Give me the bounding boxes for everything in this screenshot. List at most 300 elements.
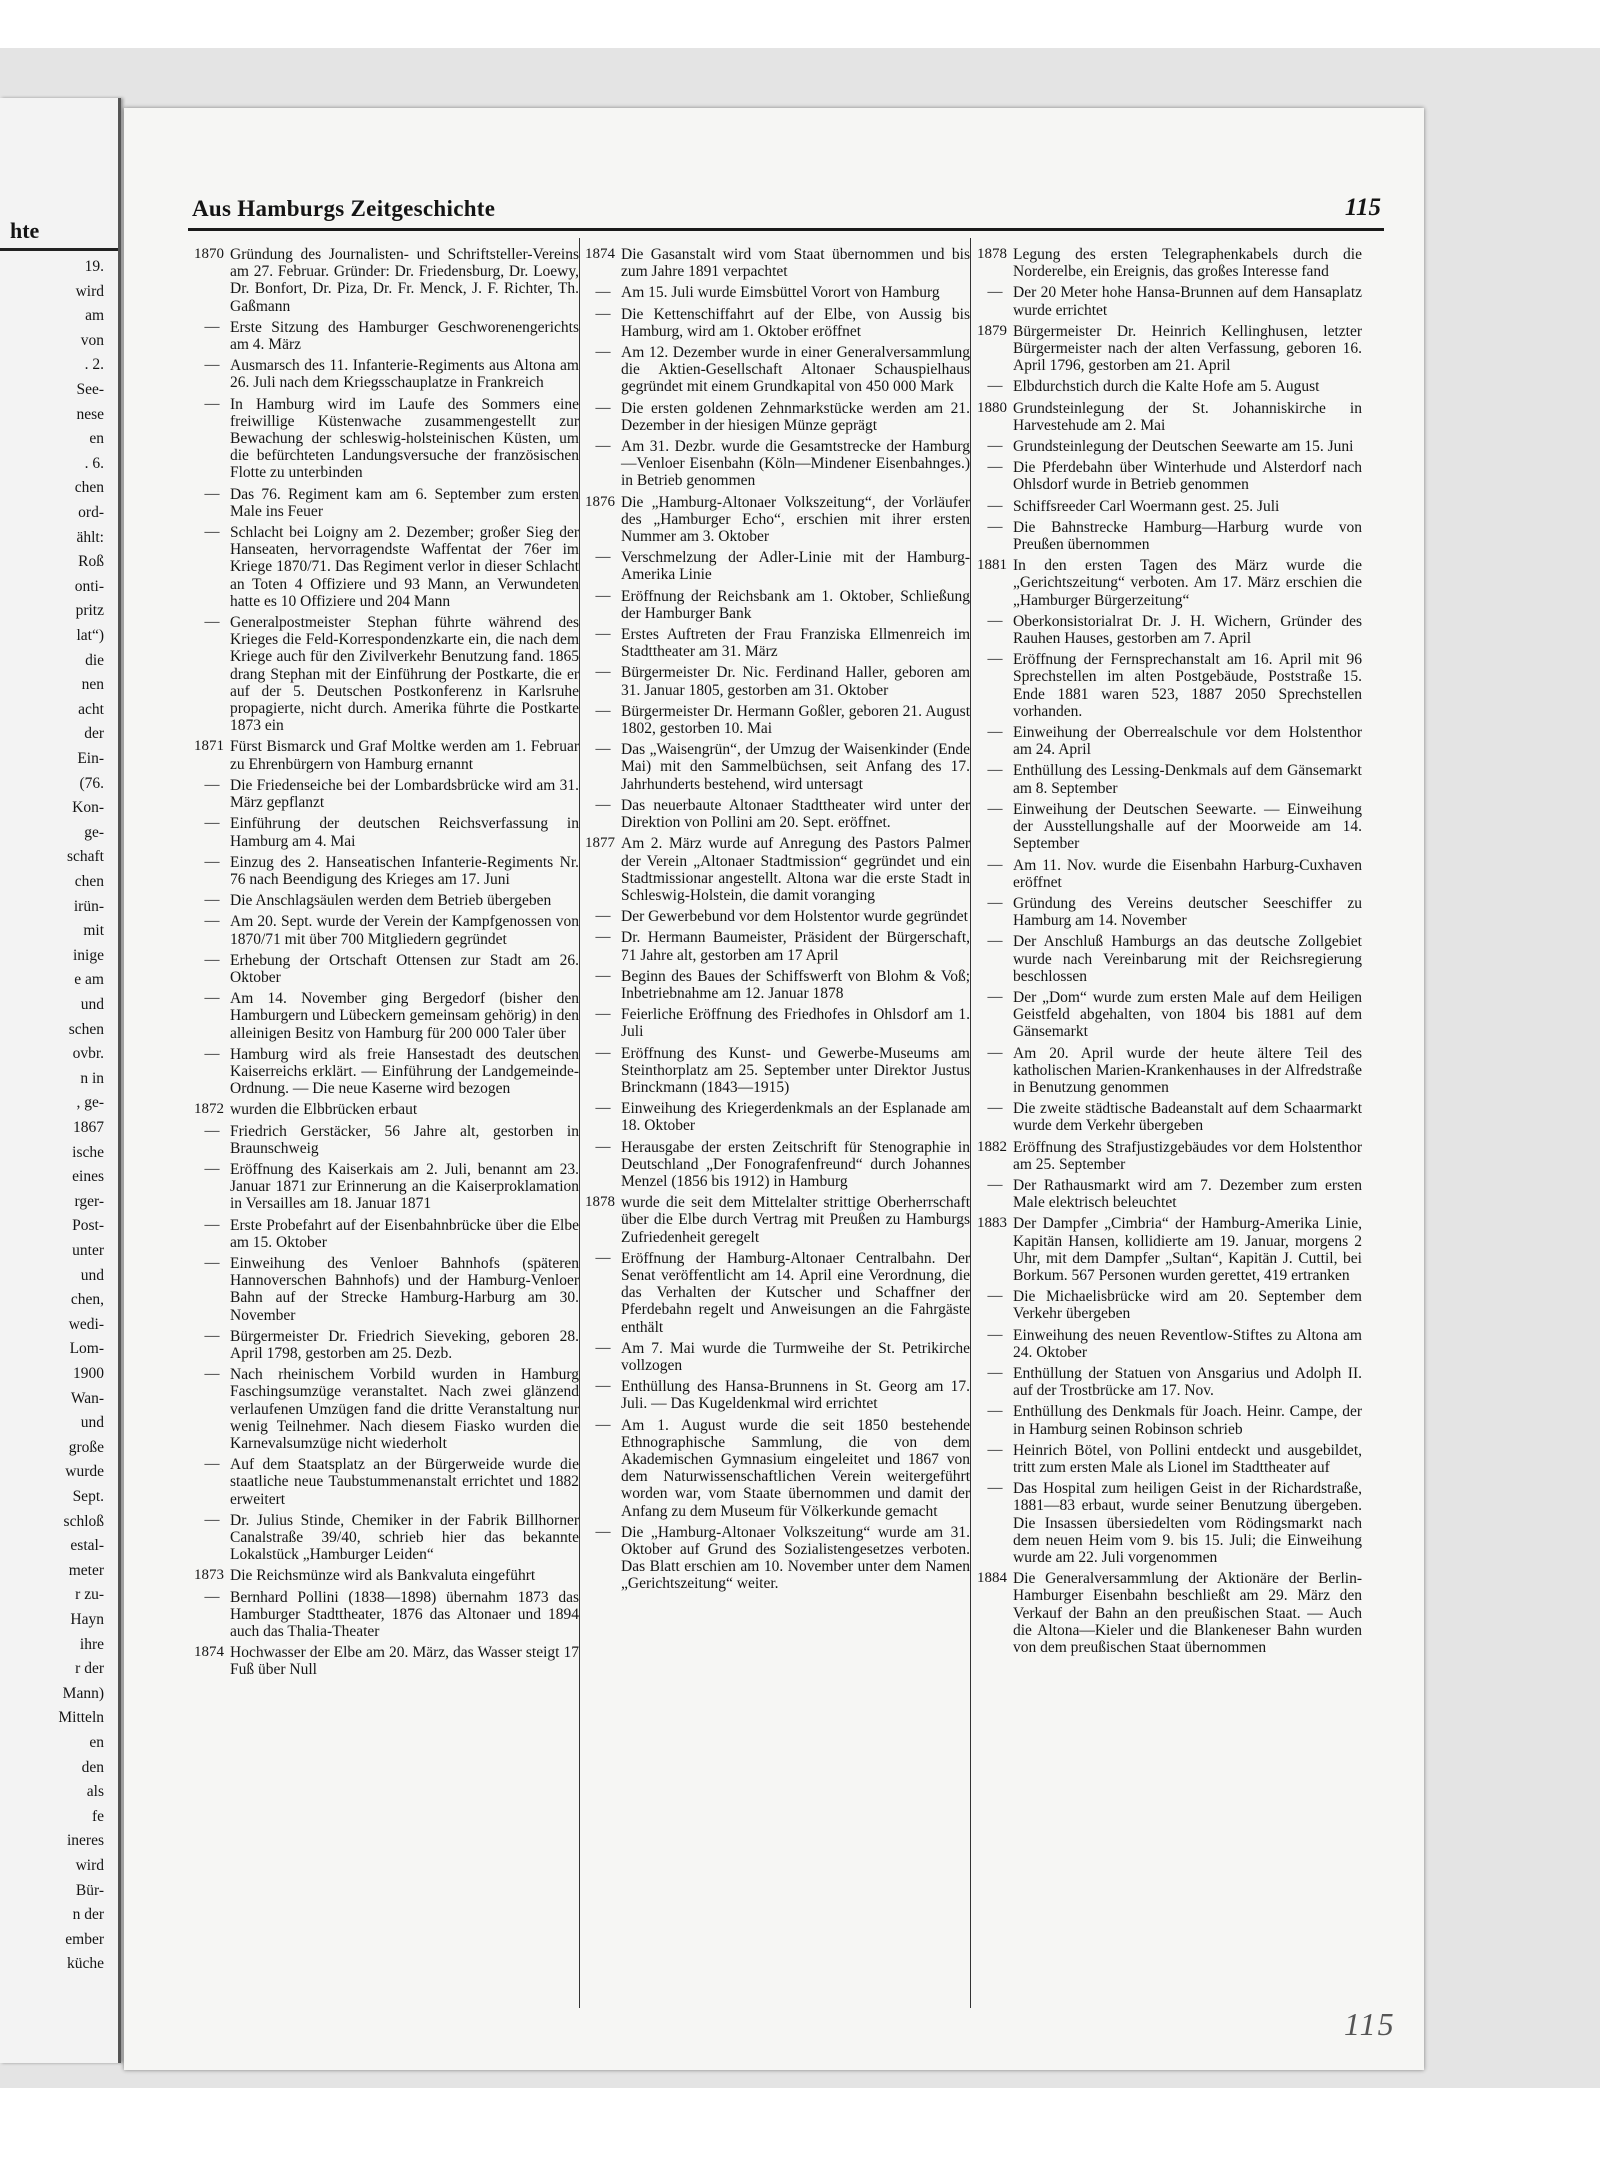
chronicle-entry bbox=[194, 777, 579, 811]
entry-year: — bbox=[987, 459, 1003, 476]
fragment-line: Sept. bbox=[72, 1488, 104, 1505]
chronicle-entry bbox=[977, 1100, 1362, 1134]
entry-text: Erste Sitzung des Hamburger Geschworenengerichts am 4. März bbox=[230, 318, 579, 354]
entry-text: Die „Hamburg-Altonaer Volkszeitung“, der Vorläufer des „Hamburger Echo“, erschien mit ihrer ersten Nummer am 3. Oktober bbox=[621, 493, 970, 546]
entry-text: Oberkonsistorialrat Dr. J. H. Wichern, Gründer des Rauhen Hauses, gestorben am 7. April bbox=[1013, 612, 1362, 648]
entry-text: Die Bahnstrecke Hamburg—Harburg wurde von Preußen übernommen bbox=[1013, 518, 1362, 554]
chronicle-entry bbox=[585, 1139, 970, 1191]
scan-background bbox=[0, 48, 1600, 2088]
entry-year: — bbox=[987, 1403, 1003, 1420]
fragment-line: . 6. bbox=[84, 454, 104, 472]
entry-year: 1878 bbox=[977, 246, 1007, 262]
entry-text: In Hamburg wird im Laufe des Sommers eine freiwillige Küstenwache zusammengestellt zur Bewachung der schleswig-holsteinischen Küsten, um die befürchteten Landungsversuche der französischen Flotte zu unterbinden bbox=[230, 395, 579, 482]
entry-year: — bbox=[987, 497, 1003, 514]
fragment-line: küche bbox=[66, 1955, 104, 1973]
entry-text: Schlacht bei Loigny am 2. Dezember; großer Sieg der Hanseaten, hervorragendste Waffentat der 76er im Kriege 1870/71. Das Regiment verlor in dieser Schlacht an Toten 4 Offiziere und 93 Mann, an Verwundeten hatte es 10 Offiziere und 204 Mann bbox=[230, 524, 579, 610]
entry-year: — bbox=[987, 800, 1003, 817]
entry-text: Einzug des 2. Hanseatischen Infanterie-Regiments Nr. 76 nach Beendigung des Krieges am 17. Juni bbox=[230, 853, 579, 888]
fragment-line: en bbox=[89, 1734, 104, 1751]
entry-text: Das Hospital zum heiligen Geist in der Richardstraße, 1881—83 erbaut, wurde seiner Benutzung übergeben. Die Insassen übersiedelten vom Rödingsmarkt nach dem neuen Heim vom 9. bis 15. Juli; die Einweihung wurde am 22. Juli vorgenommen bbox=[1013, 1480, 1362, 1567]
entry-text: Am 15. Juli wurde Eimsbüttel Vorort von Hamburg bbox=[621, 284, 940, 302]
fragment-line: Post- bbox=[72, 1217, 104, 1235]
entry-text: Am 31. Dezbr. wurde die Gesamtstrecke der Hamburg—Venloer Eisenbahn (Köln—Mindener Eisenbahnges.) in Betrieb genommen bbox=[621, 438, 970, 490]
entry-year: — bbox=[595, 1044, 611, 1061]
handwritten-page-number: 115 bbox=[1344, 2006, 1396, 2042]
entry-year: 1881 bbox=[977, 557, 1007, 574]
entry-text: Die Reichsmünze wird als Bankvaluta eingeführt bbox=[230, 1567, 536, 1585]
entry-year: — bbox=[987, 856, 1003, 873]
entry-year: 1883 bbox=[977, 1215, 1007, 1232]
fragment-line: nen bbox=[81, 676, 104, 694]
chronicle-entry bbox=[585, 908, 970, 925]
entry-year: — bbox=[595, 1100, 611, 1117]
fragment-line: Wan- bbox=[70, 1389, 104, 1407]
entry-text: Das neuerbaute Altonaer Stadttheater wird unter der Direktion von Pollini am 20. Sept. eröffnet. bbox=[621, 796, 970, 832]
chronicle-entry bbox=[977, 762, 1362, 796]
fragment-line: See- bbox=[76, 381, 104, 398]
entry-text: Am 7. Mai wurde die Turmweihe der St. Petrikirche vollzogen bbox=[621, 1339, 970, 1374]
entry-year: — bbox=[987, 933, 1003, 950]
fragment-line: ische bbox=[72, 1143, 104, 1161]
chronicle-entry bbox=[194, 1567, 579, 1584]
fragment-line: schloß bbox=[63, 1512, 104, 1530]
fragment-line: wird bbox=[75, 1857, 104, 1874]
chronicle-entry bbox=[194, 614, 579, 734]
fragment-line: onti- bbox=[74, 577, 104, 595]
entry-text: Das 76. Regiment kam am 6. September zum ersten Male ins Feuer bbox=[230, 485, 579, 520]
fragment-line: ineres bbox=[66, 1832, 104, 1850]
entry-text: Die Kettenschiffahrt auf der Elbe, von Aussig bis Hamburg, wird am 1. Oktober eröffnet bbox=[621, 305, 970, 340]
chronicle-entry bbox=[585, 1250, 970, 1336]
entry-text: Eröffnung der Reichsbank am 1. Oktober, Schließung der Hamburger Bank bbox=[621, 587, 970, 622]
entry-year: — bbox=[987, 612, 1003, 629]
chronicle-entry bbox=[977, 519, 1362, 553]
chronicle-entry bbox=[977, 284, 1362, 318]
fragment-line: ihre bbox=[79, 1635, 104, 1653]
entry-text: Erstes Auftreten der Frau Franziska Ellmenreich im Stadttheater am 31. März bbox=[621, 626, 970, 661]
entry-year: — bbox=[595, 967, 611, 984]
fragment-line: schen bbox=[68, 1020, 104, 1038]
chronicle-column-1 bbox=[194, 246, 579, 1683]
fragment-line: fe bbox=[91, 1807, 104, 1825]
entry-year: 1871 bbox=[194, 738, 224, 755]
page-number: 115 bbox=[1344, 194, 1381, 221]
entry-text: Nach rheinischem Vorbild wurden in Hamburg Faschingsumzüge veranstaltet. Nach zwei glänzend verlaufenen Umzügen fand die dritte Veranstaltung nur wenig Teilnehmer. Nach diesem Fiasko wurden die Karnevalsumzüge nicht wiederholt bbox=[230, 1366, 579, 1452]
chronicle-entry bbox=[977, 1139, 1362, 1173]
chronicle-entry bbox=[585, 1524, 970, 1593]
entry-year: — bbox=[987, 1288, 1003, 1305]
fragment-line: chen bbox=[74, 873, 104, 890]
entry-text: Eröffnung des Kaiserkais am 2. Juli, benannt am 23. Januar 1871 zur Erinnerung an die Kaiserproklamation in Versailles am 18. Januar 1871 bbox=[230, 1160, 579, 1213]
entry-year: — bbox=[987, 1480, 1003, 1497]
entry-text: Ausmarsch des 11. Infanterie-Regiments aus Altona am 26. Juli nach dem Kriegsschauplatze in Frankreich bbox=[230, 357, 579, 392]
chronicle-entry bbox=[194, 990, 579, 1042]
chronicle-entry bbox=[194, 357, 579, 391]
chronicle-entry bbox=[585, 1340, 970, 1374]
chronicle-entry bbox=[977, 1327, 1362, 1361]
entry-text: Schiffsreeder Carl Woermann gest. 25. Juli bbox=[1013, 497, 1280, 515]
entry-text: Der Rathausmarkt wird am 7. Dezember zum ersten Male elektrisch beleuchtet bbox=[1013, 1176, 1362, 1212]
entry-year: 1870 bbox=[194, 246, 224, 262]
chronicle-entry bbox=[977, 323, 1362, 375]
chronicle-entry bbox=[194, 319, 579, 353]
chronicle-entry bbox=[977, 613, 1362, 647]
entry-year: — bbox=[987, 1100, 1003, 1117]
fragment-line: den bbox=[81, 1758, 104, 1776]
chronicle-entry bbox=[194, 738, 579, 772]
chronicle-entry bbox=[585, 835, 970, 904]
entry-text: Grundsteinlegung der Deutschen Seewarte am 15. Juni bbox=[1013, 438, 1354, 456]
fragment-line: mit bbox=[83, 922, 104, 940]
entry-year: — bbox=[595, 1249, 611, 1266]
chronicle-column-3 bbox=[977, 246, 1362, 1660]
fragment-line: eines bbox=[72, 1168, 104, 1186]
fragment-line: meter bbox=[68, 1561, 104, 1579]
fragment-line: große bbox=[68, 1438, 104, 1456]
fragment-line: (76. bbox=[79, 774, 104, 792]
entry-text: Eröffnung der Fernsprechanstalt am 16. April mit 96 Sprechstellen im alten Postgebäude, Poststraße 15. Ende 1881 waren 523, 1887 2050 Sprechstellen vorhanden. bbox=[1013, 651, 1362, 720]
chronicle-entry bbox=[585, 549, 970, 583]
chronicle-entry bbox=[194, 1328, 579, 1362]
entry-year: — bbox=[204, 614, 220, 631]
entry-year: — bbox=[595, 908, 611, 925]
chronicle-entry bbox=[585, 968, 970, 1002]
fragment-line: von bbox=[80, 331, 104, 349]
entry-year: — bbox=[595, 1339, 611, 1356]
fragment-line: und bbox=[80, 996, 104, 1013]
fragment-line: rger- bbox=[74, 1192, 104, 1210]
fragment-line: estal- bbox=[70, 1537, 104, 1555]
fragment-line: 19. bbox=[84, 258, 104, 275]
chronicle-entry bbox=[585, 306, 970, 340]
chronicle-entry bbox=[194, 1366, 579, 1452]
entry-text: Der „Dom“ wurde zum ersten Male auf dem Heiligen Geistfeld abgehalten, von 1804 bis 1881 auf dem Gänsemarkt bbox=[1013, 988, 1362, 1041]
fragment-line: ählt: bbox=[76, 528, 104, 546]
chronicle-entry bbox=[194, 524, 579, 610]
chronicle-entry bbox=[194, 1101, 579, 1118]
entry-year: — bbox=[987, 438, 1003, 455]
entry-year: — bbox=[204, 951, 220, 968]
entry-text: Am 12. Dezember wurde in einer Generalversammlung die Aktien-Gesellschaft Altonaer Schauspielhaus gegründet mit einem Grundkapital von 450 000 Mark bbox=[621, 344, 970, 396]
entry-year: 1873 bbox=[194, 1567, 224, 1584]
entry-text: wurde die seit dem Mittelalter strittige Oberherrschaft über die Elbe durch Vertrag mit Preußen zu Hamburgs Zufriedenheit geregelt bbox=[621, 1194, 970, 1246]
entry-text: Die ersten goldenen Zehnmarkstücke werden am 21. Dezember in der hiesigen Münze geprägt bbox=[621, 399, 970, 434]
entry-year: — bbox=[595, 438, 611, 455]
entry-text: Generalpostmeister Stephan führte während des Krieges die Feld-Korrespondenzkarte ein, die nach dem Kriege auch für den Zivilverkehr Benutzung fand. 1865 drang Stephan mit der Einführung der Postkarte, die er auf der 5. Deutschen Postkonferenz in Karlsruhe propagierte, nicht durch. Amerika führte die Postkarte 1873 ein bbox=[230, 614, 579, 735]
chronicle-entry bbox=[977, 857, 1362, 891]
entry-text: Gründung des Journalisten- und Schriftsteller-Vereins am 27. Februar. Gründer: Dr. Friedensburg, Dr. Loewy, Dr. Bonfort, Dr. Piza, Dr. Fr. Menck, J. F. Richter, Th. Gaßmann bbox=[230, 246, 579, 315]
entry-year: — bbox=[987, 284, 1003, 301]
entry-year: — bbox=[204, 1160, 220, 1177]
entry-text: Der Gewerbebund vor dem Holstentor wurde gegründet bbox=[621, 908, 968, 926]
entry-year: — bbox=[204, 853, 220, 870]
entry-year: — bbox=[595, 399, 611, 416]
fragment-line: Hayn bbox=[70, 1611, 104, 1628]
chronicle-entry bbox=[585, 797, 970, 831]
entry-year: — bbox=[595, 1006, 611, 1023]
entry-year: — bbox=[987, 1176, 1003, 1193]
entry-year: — bbox=[204, 892, 220, 909]
entry-text: Auf dem Staatsplatz an der Bürgerweide wurde die staatliche neue Taubstummenanstalt errichtet und 1882 erweitert bbox=[230, 1456, 579, 1508]
chronicle-entry bbox=[977, 1403, 1362, 1437]
fragment-line: r der bbox=[75, 1660, 104, 1678]
chronicle-entry bbox=[585, 741, 970, 793]
entry-year: — bbox=[595, 305, 611, 322]
column-divider bbox=[579, 238, 580, 2008]
fragment-line: n in bbox=[80, 1069, 104, 1087]
chronicle-entry bbox=[194, 1217, 579, 1251]
chronicle-entry bbox=[585, 929, 970, 963]
chronicle-entry bbox=[585, 626, 970, 660]
entry-year: — bbox=[987, 1326, 1003, 1343]
fragment-line: 1867 bbox=[73, 1119, 104, 1136]
entry-year: — bbox=[595, 1523, 611, 1540]
entry-text: Dr. Julius Stinde, Chemiker in der Fabrik Billhorner Canalstraße 39/40, schrieb hier das bekannte Lokalstück „Hamburger Leiden“ bbox=[230, 1511, 579, 1564]
chronicle-entry bbox=[977, 246, 1362, 280]
entry-text: Die Generalversammlung der Aktionäre der Berlin-Hamburger Eisenbahn beschließt am 29. März den Verkauf der Bahn an den preußischen Staat. — Auch die Altona—Kieler und die Blankeneser Bahn wurden von dem preußischen Staat übernommen bbox=[1013, 1570, 1362, 1657]
entry-year: — bbox=[204, 1588, 220, 1605]
entry-year: — bbox=[204, 485, 220, 502]
entry-year: — bbox=[204, 395, 220, 412]
fragment-line: chen bbox=[74, 479, 104, 497]
fragment-line: chen, bbox=[70, 1291, 104, 1309]
entry-year: — bbox=[204, 318, 220, 335]
chronicle-entry bbox=[585, 246, 970, 280]
entry-text: Die Gasanstalt wird vom Staat übernommen und bis zum Jahre 1891 verpachtet bbox=[621, 246, 970, 281]
entry-text: Am 14. November ging Bergedorf (bisher den Hamburgern und Lübeckern gemeinsam gehörig) in den alleinigen Besitz von Hamburg für 200 000 Taler über bbox=[230, 990, 579, 1042]
fragment-line: en bbox=[89, 430, 104, 448]
chronicle-entry bbox=[977, 378, 1362, 395]
entry-year: — bbox=[987, 378, 1003, 395]
entry-year: 1880 bbox=[977, 399, 1007, 416]
entry-text: Die zweite städtische Badeanstalt auf dem Schaarmarkt wurde dem Verkehr übergeben bbox=[1013, 1100, 1362, 1135]
entry-year: — bbox=[595, 344, 611, 361]
chronicle-entry bbox=[977, 1365, 1362, 1399]
entry-text: Friedrich Gerstäcker, 56 Jahre alt, gestorben in Braunschweig bbox=[230, 1122, 579, 1157]
entry-year: — bbox=[204, 1511, 220, 1528]
chronicle-entry bbox=[585, 588, 970, 622]
chronicle-entry bbox=[194, 815, 579, 849]
entry-year: — bbox=[595, 796, 611, 813]
chronicle-entry bbox=[194, 892, 579, 909]
fragment-line: und bbox=[80, 1266, 104, 1284]
fragment-line: e am bbox=[74, 971, 104, 989]
entry-text: Der Anschluß Hamburgs an das deutsche Zollgebiet wurde nach Vereinbarung mit der Reichsregierung beschlossen bbox=[1013, 933, 1362, 985]
fragment-line: der bbox=[84, 725, 104, 743]
entry-text: wurden die Elbbrücken erbaut bbox=[230, 1101, 418, 1119]
chronicle-entry bbox=[977, 989, 1362, 1041]
fragment-line: nese bbox=[76, 405, 104, 423]
entry-year: — bbox=[595, 626, 611, 643]
entry-year: — bbox=[595, 741, 611, 758]
entry-text: Fürst Bismarck und Graf Moltke werden am 1. Februar zu Ehrenbürgern von Hamburg ernannt bbox=[230, 738, 579, 773]
entry-year: — bbox=[204, 1327, 220, 1344]
entry-year: — bbox=[595, 1378, 611, 1395]
entry-text: Einweihung des neuen Reventlow-Stiftes zu Altona am 24. Oktober bbox=[1013, 1326, 1362, 1361]
chronicle-entry bbox=[194, 1161, 579, 1213]
fragment-line: Kon- bbox=[72, 799, 104, 817]
header-rule bbox=[188, 228, 1384, 231]
chronicle-entry bbox=[977, 459, 1362, 493]
entry-text: Einweihung der Oberrealschule vor dem Holstenthor am 24. April bbox=[1013, 724, 1362, 759]
fragment-line: schaft bbox=[66, 848, 104, 866]
fragment-line: n der bbox=[72, 1906, 104, 1924]
entry-year: 1879 bbox=[977, 322, 1007, 339]
entry-text: Bernhard Pollini (1838—1898) übernahm 1873 das Hamburger Stadttheater, 1876 das Altonaer und 1894 auch das Thalia-Theater bbox=[230, 1588, 579, 1641]
entry-year: — bbox=[595, 587, 611, 604]
entry-year: — bbox=[204, 1122, 220, 1139]
chronicle-entry bbox=[585, 438, 970, 490]
entry-text: Die Pferdebahn über Winterhude und Alsterdorf nach Ohlsdorf wurde in Betrieb genommen bbox=[1013, 459, 1362, 494]
entry-year: — bbox=[987, 1044, 1003, 1061]
entry-year: 1884 bbox=[977, 1570, 1007, 1587]
chronicle-entry bbox=[585, 1378, 970, 1412]
entry-year: — bbox=[204, 776, 220, 793]
chronicle-entry bbox=[585, 1100, 970, 1134]
entry-text: Verschmelzung der Adler-Linie mit der Hamburg-Amerika Linie bbox=[621, 549, 970, 584]
entry-text: Am 11. Nov. wurde die Eisenbahn Harburg-Cuxhaven eröffnet bbox=[1013, 856, 1362, 891]
chronicle-entry bbox=[585, 703, 970, 737]
chronicle-entry bbox=[194, 486, 579, 520]
fragment-line: Mitteln bbox=[58, 1709, 104, 1727]
entry-year: — bbox=[204, 1045, 220, 1062]
entry-text: Die Friedenseiche bei der Lombardsbrücke wird am 31. März gepflanzt bbox=[230, 776, 579, 812]
fragment-line: acht bbox=[78, 700, 104, 718]
chronicle-entry bbox=[977, 400, 1362, 434]
chronicle-entry bbox=[194, 913, 579, 947]
entry-year: — bbox=[595, 664, 611, 681]
fragment-line: wurde bbox=[65, 1463, 104, 1481]
chronicle-entry bbox=[585, 284, 970, 301]
entry-text: Legung des ersten Telegraphenkabels durch die Norderelbe, ein Ereignis, das großes Interesse fand bbox=[1013, 246, 1362, 281]
entry-year: 1877 bbox=[585, 835, 615, 852]
entry-text: Einweihung des Venloer Bahnhofs (späteren Hannoverschen Bahnhofs) und der Hamburg-Venloer Bahn auf der Strecke Hamburg-Harburg am 30. November bbox=[230, 1254, 579, 1324]
fragment-line: ovbr. bbox=[72, 1045, 104, 1063]
fragment-line: Bür- bbox=[75, 1881, 104, 1899]
chronicle-entry bbox=[194, 1456, 579, 1508]
fragment-line: unter bbox=[72, 1242, 104, 1259]
entry-text: Bürgermeister Dr. Nic. Ferdinand Haller, geboren am 31. Januar 1805, gestorben am 31. Oktober bbox=[621, 664, 970, 699]
entry-text: Einweihung der Deutschen Seewarte. — Einweihung der Ausstellungshalle auf der Moorweide am 14. September bbox=[1013, 800, 1362, 853]
fragment-line: und bbox=[80, 1414, 104, 1432]
entry-year: 1876 bbox=[585, 493, 615, 510]
chronicle-entry bbox=[977, 933, 1362, 985]
adjacent-page-rule bbox=[0, 248, 118, 251]
entry-text: Der Dampfer „Cimbria“ der Hamburg-Amerika Linie, Kapitän Hansen, kollidierte am 19. Januar, morgens 2 Uhr, mit dem Dampfer „Sultan“, Kapitän J. Cuttil, bei Borkum. 567 Personen wurden gerettet, 419 ertranken bbox=[1013, 1215, 1362, 1284]
entry-text: Eröffnung des Kunst- und Gewerbe-Museums am Steinthorplatz am 25. September unter Direktor Justus Brinckmann (1843—1915) bbox=[621, 1044, 970, 1096]
entry-text: Einführung der deutschen Reichsverfassung in Hamburg am 4. Mai bbox=[230, 815, 579, 850]
entry-text: Der 20 Meter hohe Hansa-Brunnen auf dem Hansaplatz wurde errichtet bbox=[1013, 284, 1362, 319]
entry-year: — bbox=[595, 702, 611, 719]
adjacent-page-header: hte bbox=[10, 218, 40, 243]
entry-text: Elbdurchstich durch die Kalte Hofe am 5. August bbox=[1013, 378, 1320, 396]
fragment-line: am bbox=[85, 307, 104, 325]
entry-text: Eröffnung des Strafjustizgebäudes vor dem Holstenthor am 25. September bbox=[1013, 1138, 1362, 1173]
chronicle-entry bbox=[194, 1512, 579, 1564]
entry-year: — bbox=[987, 1364, 1003, 1381]
entry-year: — bbox=[204, 357, 220, 374]
fragment-line: lat“) bbox=[76, 627, 104, 644]
chronicle-entry bbox=[977, 651, 1362, 720]
chronicle-entry bbox=[194, 854, 579, 888]
chronicle-entry bbox=[977, 1570, 1362, 1656]
fragment-line: r zu- bbox=[75, 1586, 104, 1604]
entry-year: — bbox=[987, 518, 1003, 535]
fragment-line: Lom- bbox=[69, 1340, 104, 1358]
fragment-line: Ein- bbox=[77, 750, 104, 767]
entry-text: Enthüllung des Hansa-Brunnens in St. Georg am 17. Juli. — Das Kugeldenkmal wird errichtet bbox=[621, 1378, 970, 1413]
chronicle-entry bbox=[977, 724, 1362, 758]
chronicle-entry bbox=[194, 952, 579, 986]
entry-year: — bbox=[595, 929, 611, 946]
entry-text: Herausgabe der ersten Zeitschrift für Stenographie in Deutschland „Der Fonografenfreund“ durch Johannes Menzel (1856 bis 1912) in Hamburg bbox=[621, 1138, 970, 1190]
fragment-line: Mann) bbox=[62, 1684, 104, 1702]
chronicle-entry bbox=[977, 557, 1362, 609]
entry-year: 1872 bbox=[194, 1101, 224, 1118]
entry-text: Feierliche Eröffnung des Friedhofes in Ohlsdorf am 1. Juli bbox=[621, 1006, 970, 1041]
fragment-line: , ge- bbox=[76, 1094, 104, 1112]
entry-year: — bbox=[204, 990, 220, 1007]
fragment-line: ord- bbox=[78, 504, 104, 521]
fragment-line: 1900 bbox=[73, 1365, 104, 1382]
chronicle-entry bbox=[585, 344, 970, 396]
chronicle-entry bbox=[977, 1215, 1362, 1284]
entry-year: — bbox=[204, 1366, 220, 1383]
chronicle-entry bbox=[977, 1288, 1362, 1322]
entry-year: — bbox=[204, 913, 220, 930]
entry-year: 1882 bbox=[977, 1138, 1007, 1155]
fragment-line: ember bbox=[65, 1930, 104, 1948]
chronicle-entry bbox=[585, 1194, 970, 1246]
chronicle-entry bbox=[194, 1123, 579, 1157]
entry-text: Hamburg wird als freie Hansestadt des deutschen Kaiserreichs erklärt. — Einführung der Landgemeinde-Ordnung. — Die neue Kaserne wird bezogen bbox=[230, 1045, 579, 1098]
entry-text: Dr. Hermann Baumeister, Präsident der Bürgerschaft, 71 Jahre alt, gestorben am 17 April bbox=[621, 929, 970, 964]
entry-year: — bbox=[595, 549, 611, 566]
chronicle-column-2 bbox=[585, 246, 970, 1597]
entry-text: Am 20. Sept. wurde der Verein der Kampfgenossen von 1870/71 mit über 700 Mitgliedern gegründet bbox=[230, 913, 579, 948]
entry-text: Am 1. August wurde die seit 1850 bestehende Ethnographische Sammlung, die von dem Akademischen Gymnasium eingeleitet und 1867 von dem Naturwissenschaftlichen Verein weitergeführt worden war, vom Staate übernommen und damit der Anfang zu dem Museum für Völkerkunde gemacht bbox=[621, 1416, 970, 1520]
entry-year: — bbox=[987, 762, 1003, 779]
chronicle-entry bbox=[977, 895, 1362, 929]
entry-text: Einweihung des Kriegerdenkmals an der Esplanade am 18. Oktober bbox=[621, 1100, 970, 1135]
entry-text: Enthüllung des Lessing-Denkmals auf dem Gänsemarkt am 8. September bbox=[1013, 762, 1362, 797]
chronicle-entry bbox=[585, 494, 970, 546]
chronicle-entry bbox=[585, 400, 970, 434]
fragment-line: wedi- bbox=[68, 1315, 104, 1333]
entry-text: Erste Probefahrt auf der Eisenbahnbrücke über die Elbe am 15. Oktober bbox=[230, 1216, 579, 1251]
page-header-title: Aus Hamburgs Zeitgeschichte bbox=[192, 196, 496, 221]
entry-year: — bbox=[987, 651, 1003, 668]
entry-text: Am 20. April wurde der heute ältere Teil des katholischen Marien-Krankenhauses in der Alfredstraße in Benutzung genommen bbox=[1013, 1044, 1362, 1096]
entry-text: Gründung des Vereins deutscher Seeschiffer zu Hamburg am 14. November bbox=[1013, 894, 1362, 930]
fragment-line: Roß bbox=[78, 553, 104, 571]
entry-year: — bbox=[987, 1441, 1003, 1458]
entry-text: Die Anschlagsäulen werden dem Betrieb übergeben bbox=[230, 892, 552, 910]
entry-year: — bbox=[204, 1456, 220, 1473]
fragment-line: wird bbox=[75, 282, 104, 300]
entry-text: Bürgermeister Dr. Hermann Goßler, geboren 21. August 1802, gestorben 10. Mai bbox=[621, 702, 970, 738]
fragment-line: . 2. bbox=[84, 356, 104, 374]
chronicle-entry bbox=[194, 396, 579, 482]
chronicle-entry bbox=[585, 1006, 970, 1040]
chronicle-entry bbox=[977, 438, 1362, 455]
entry-year: — bbox=[595, 1416, 611, 1433]
entry-year: 1874 bbox=[194, 1644, 224, 1661]
adjacent-page-fragment bbox=[0, 98, 121, 2063]
chronicle-entry bbox=[194, 1589, 579, 1641]
entry-text: Bürgermeister Dr. Friedrich Sieveking, geboren 28. April 1798, gestorben am 25. Dezb. bbox=[230, 1327, 579, 1362]
entry-text: Eröffnung der Hamburg-Altonaer Centralbahn. Der Senat veröffentlicht am 14. April eine Verordnung, die das Verhalten der Kutscher und Schaffner der Pferdebahn regelt und Anweisungen an die Fahrgäste enthält bbox=[621, 1249, 970, 1336]
